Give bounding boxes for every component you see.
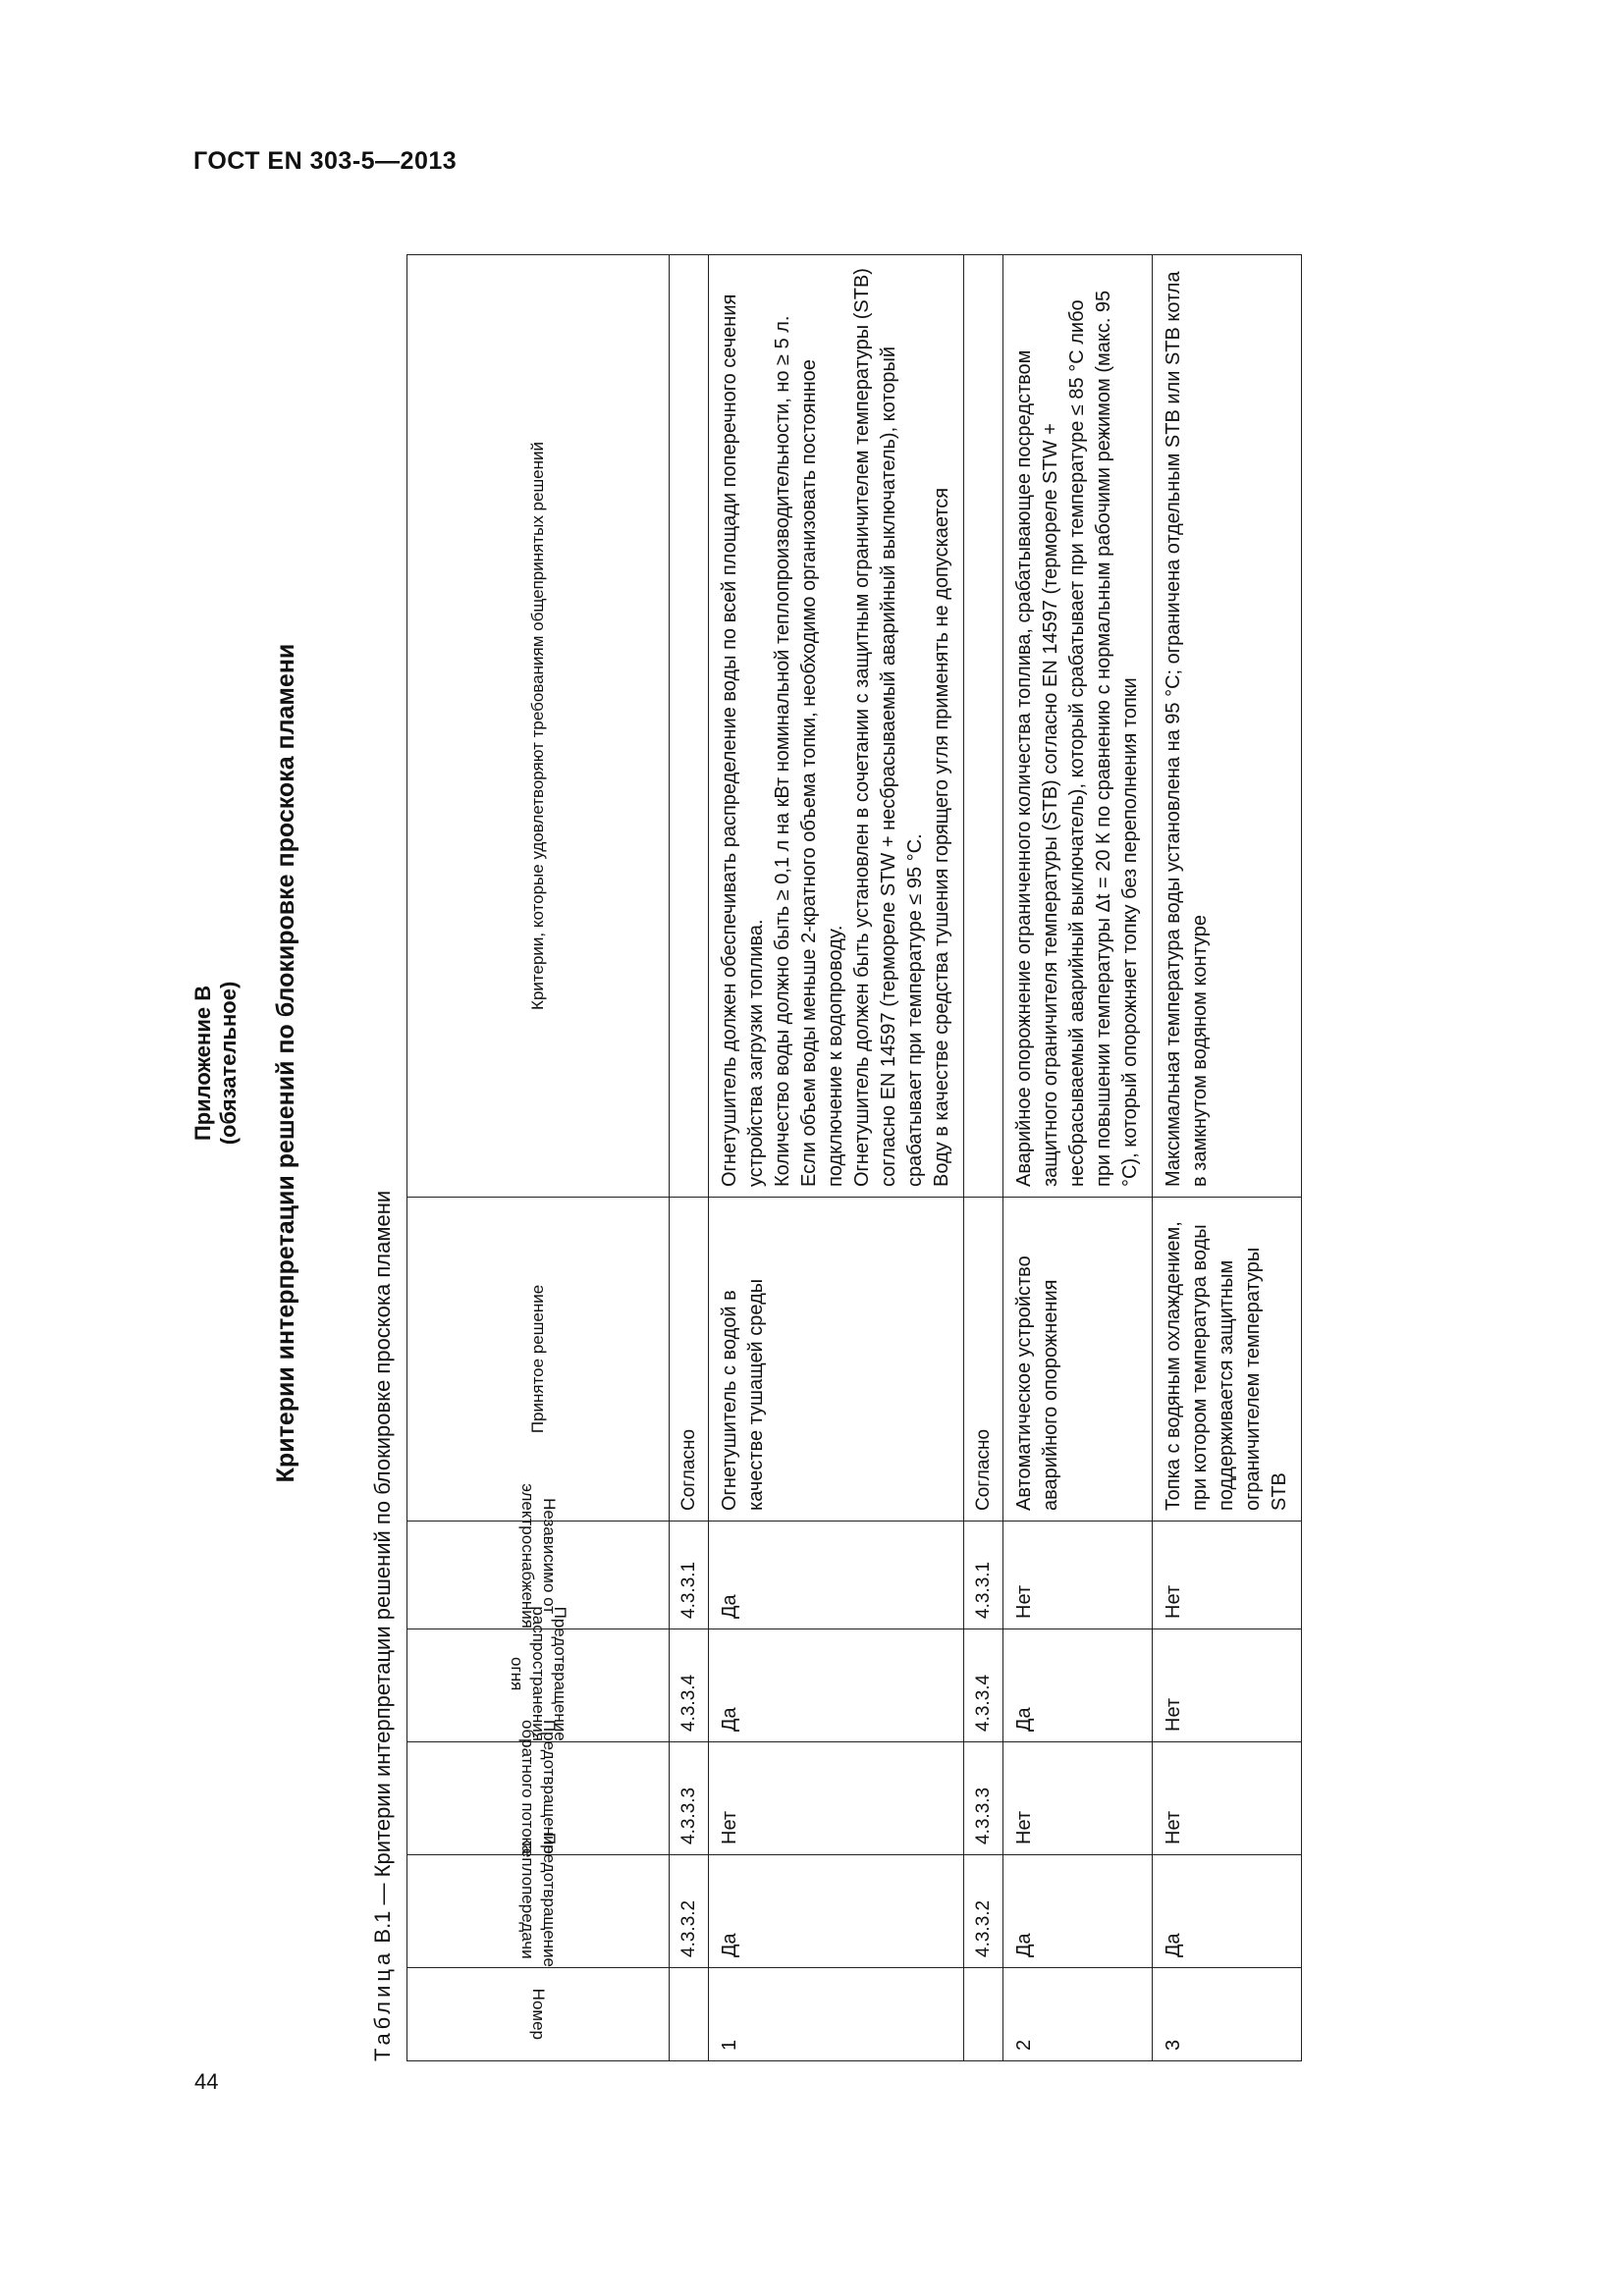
caption-prefix: Таблица [370, 1949, 395, 2061]
table-cell: Нет [1003, 1522, 1153, 1629]
table-cell: 4.3.3.2 [670, 1855, 709, 1968]
appendix-heading [190, 35, 300, 2091]
criteria-line: Воду в качестве средства тушения горящего угля применять не допускается [931, 487, 952, 1187]
table-cell: Да [1003, 1855, 1153, 1968]
col-header-fire-spread: Предотвращение распространения огня [407, 1629, 670, 1742]
decision-cell: Автоматическое устройство аварийного опорожнения [1003, 1198, 1153, 1522]
table-row-codes [964, 255, 1003, 2061]
table-cell: 4.3.3.3 [670, 1742, 709, 1855]
table-cell [670, 1968, 709, 2061]
criteria-line: Если объем воды меньше 2-кратного объема топки, необходимо организовать постоянное подключение к водопроводу. [798, 359, 846, 1187]
table-cell: 4.3.3.4 [670, 1629, 709, 1742]
table-cell: 4.3.3.1 [670, 1522, 709, 1629]
table-cell: Согласно [670, 1198, 709, 1522]
decision-cell: Огнетушитель с водой в качестве тушащей среды [709, 1198, 964, 1522]
col-header-num: Номер [407, 1968, 670, 2061]
table-cell [670, 255, 709, 1198]
table-cell [964, 1968, 1003, 2061]
row-number: 3 [1153, 1968, 1302, 2061]
table-cell: Да [709, 1629, 964, 1742]
table-cell: Нет [1153, 1522, 1302, 1629]
table-row [709, 255, 964, 2061]
table-cell: 4.3.3.1 [964, 1522, 1003, 1629]
table-cell: Да [709, 1855, 964, 1968]
header-row [407, 255, 670, 2061]
table-row [1003, 255, 1153, 2061]
table-cell [964, 255, 1003, 1198]
criteria-cell [1153, 255, 1302, 1198]
row-number: 2 [1003, 1968, 1153, 2061]
criteria-cell [1003, 255, 1153, 1198]
table-cell: Да [1153, 1855, 1302, 1968]
table-cell: Согласно [964, 1198, 1003, 1522]
table-row-codes [670, 255, 709, 2061]
criteria-line: Огнетушитель должен обеспечивать распределение воды по всей площади поперечного сечения устройства загрузки топлива. [719, 294, 767, 1187]
page-number: 44 [194, 2069, 219, 2094]
table-cell: 4.3.3.3 [964, 1742, 1003, 1855]
col-header-criteria: Критерии, которые удовлетворяют требованиям общепринятых решений [407, 255, 670, 1198]
caption-number: В.1 [370, 1910, 395, 1944]
decision-cell: Топка с водяным охлаждением, при котором температура воды поддерживается защитным ограничителем температуры STB [1153, 1198, 1302, 1522]
table-cell: Да [1003, 1629, 1153, 1742]
table-cell: Да [709, 1522, 964, 1629]
criteria-line: Огнетушитель должен быть установлен в сочетании с защитным ограничителем температуры (STB) согласно EN 14597 (термореле STW + несбрасываемый аварийный выключатель), который срабатывает при температуре ≤ 95 °С. [851, 268, 926, 1187]
document-code: ГОСТ EN 303-5—2013 [193, 147, 458, 175]
table-cell: 4.3.3.2 [964, 1855, 1003, 1968]
row-number: 1 [709, 1968, 964, 2061]
appendix-label: Приложение В [190, 985, 215, 1142]
criteria-cell [709, 255, 964, 1198]
appendix-status: (обязательное) [216, 981, 241, 1146]
table-cell: Нет [1003, 1742, 1153, 1855]
criteria-line: Аварийное опорожнение ограниченного количества топлива, срабатывающее посредством защитного ограничителя температуры (STB) согласно EN 14597 (термореле STW + несбрасываемый аварийный выключатель), который срабатывает при температуре ≤ 85 °С либо при повышении температуры Δt = 20 К по сравнению с нормальным рабочими режимом (макс. 95 °С), который опорожняет топку без переполнения топки [1013, 290, 1141, 1187]
table-cell: Нет [1153, 1629, 1302, 1742]
col-header-decision: Принятое решение [407, 1198, 670, 1522]
table-cell: Нет [1153, 1742, 1302, 1855]
col-header-heat-transfer: Предотвращение теплопередачи [407, 1855, 670, 1968]
rotated-content [183, 35, 1508, 2091]
appendix-title: Критерии интерпретации решений по блокировке проскока пламени [272, 643, 299, 1483]
criteria-line: Количество воды должно быть ≥ 0,1 л на кВт номинальной теплопроизводительности, но ≥ 5 л. [772, 315, 793, 1187]
table-caption [369, 1191, 397, 2061]
criteria-table [406, 254, 1302, 2061]
table-cell: Нет [709, 1742, 964, 1855]
col-header-power-independent: Независимо от электроснабжения [407, 1522, 670, 1629]
col-header-backflow: Предотвращение обратного потока [407, 1742, 670, 1855]
caption-text: — Критерии интерпретации решений по блокировке проскока пламени [370, 1190, 395, 1905]
table-row [1153, 255, 1302, 2061]
table-cell: 4.3.3.4 [964, 1629, 1003, 1742]
criteria-line: Максимальная температура воды установлена на 95 °С; ограничена отдельным STB или STB котла в замкнутом водяном контуре [1163, 271, 1211, 1187]
